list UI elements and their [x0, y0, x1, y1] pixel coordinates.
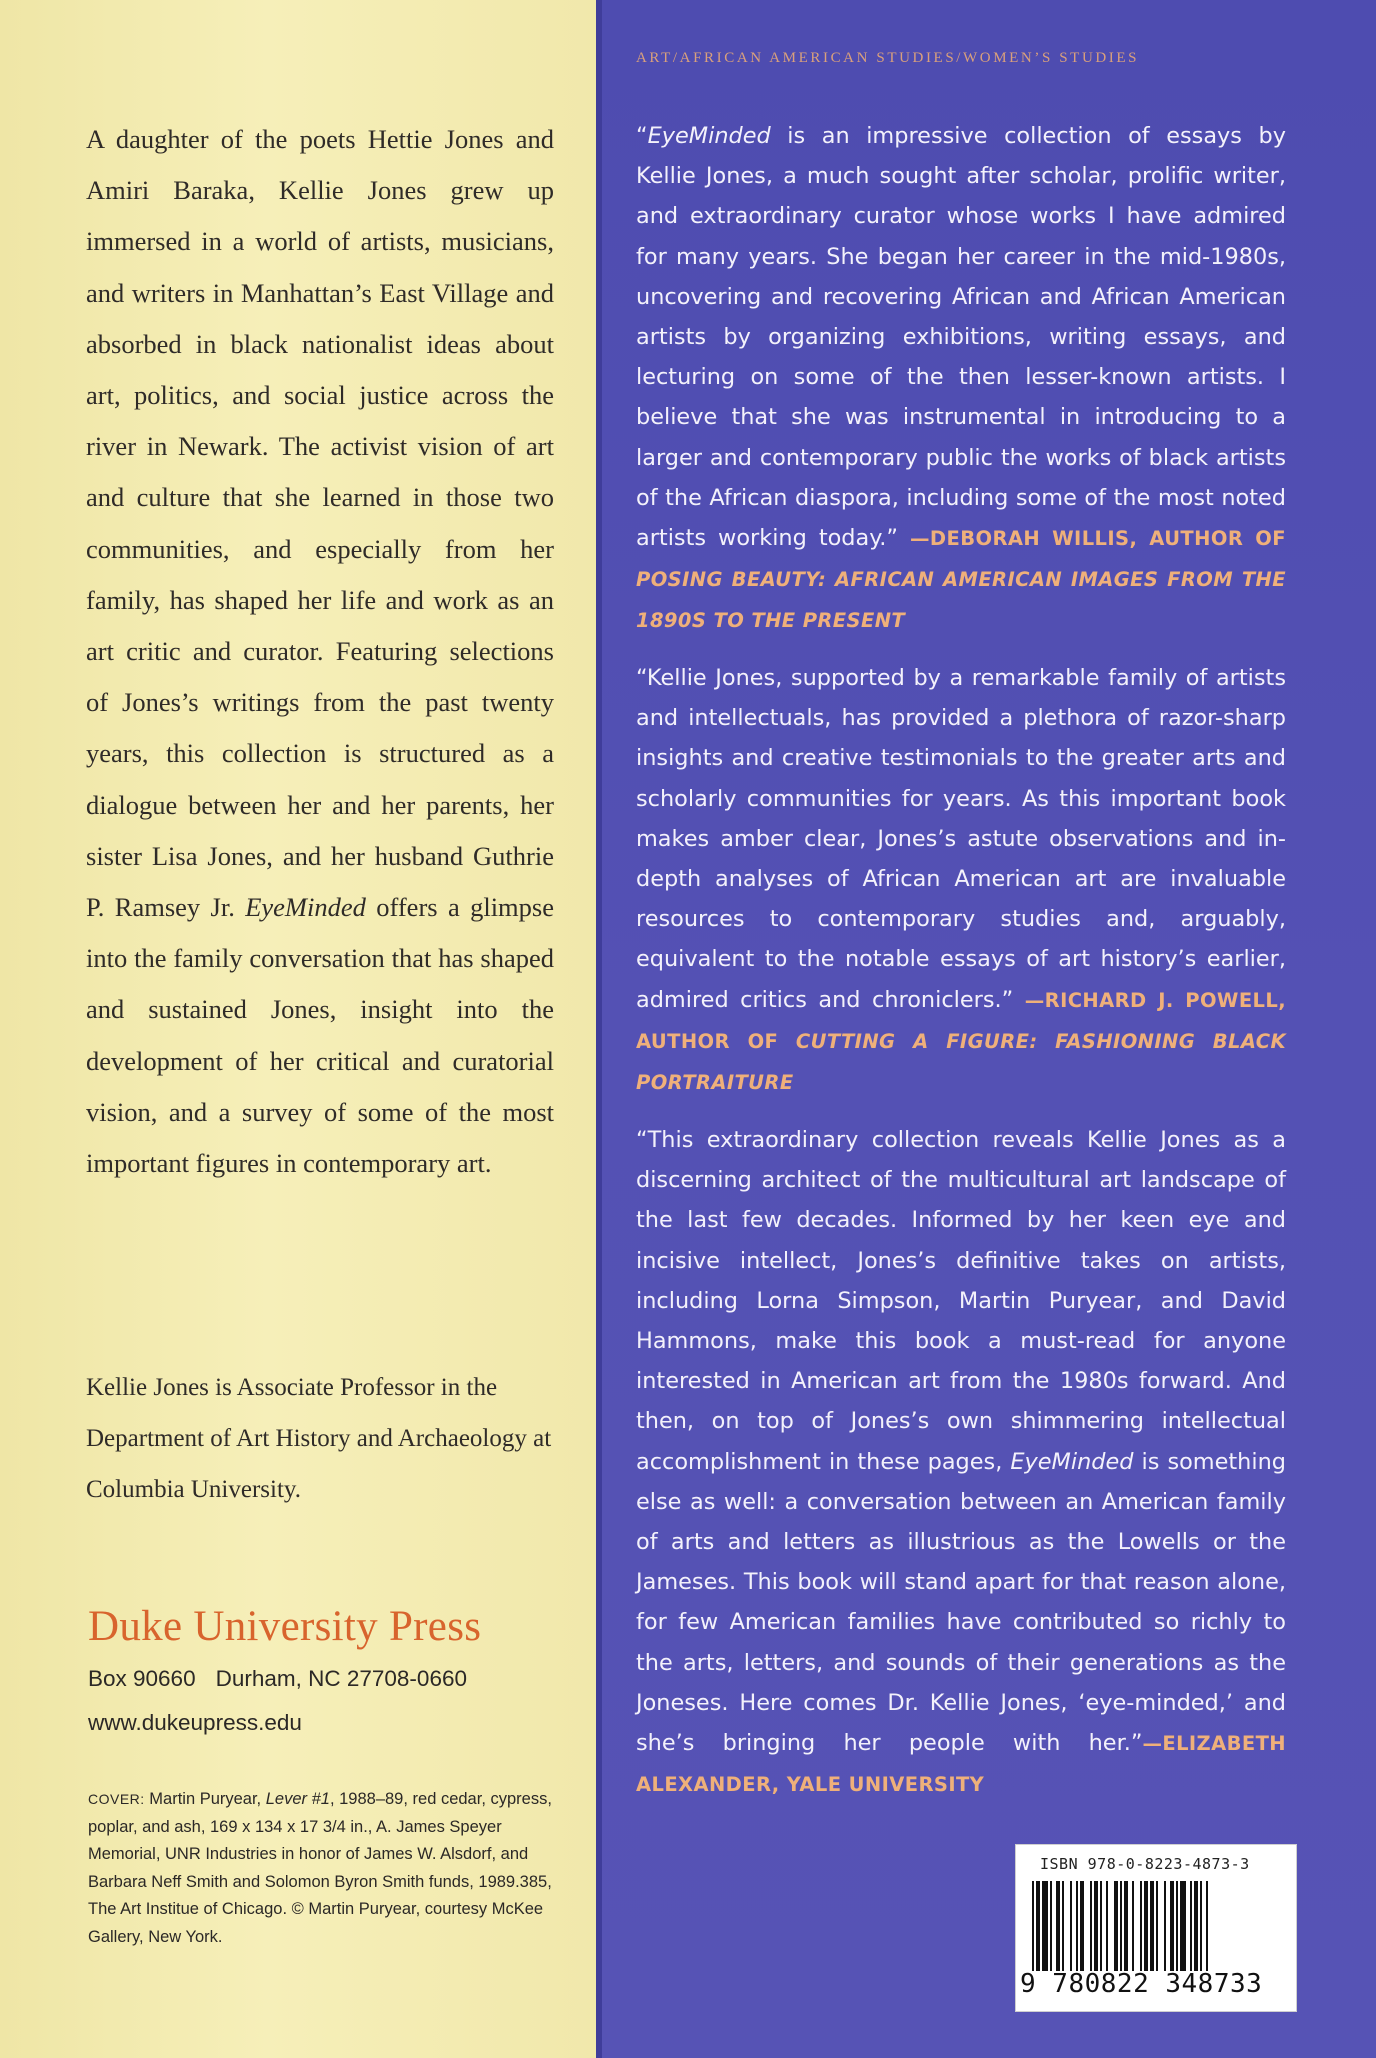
barcode-stripe: [1132, 1881, 1134, 1971]
barcode-stripe: [1176, 1881, 1178, 1971]
description-text-part1: A daughter of the poets Hettie Jones and Amiri Baraka, Kellie Jones grew up immersed in a world of artists, musicians, and writers in Manhattan’s East Village and absorbed in black nationalist ideas about art, politics, and social justice across the river in Newark. The activist vision of art and culture that she learned in those two communities, and especially from her family, has shaped her life and work as an art critic and curator. Featuring selections of Jones’s writings from the past twenty years, this collection is structured as a dialogue between her and her parents, her sister Lisa Jones, and her husband Guthrie P. Ramsey Jr.: [86, 124, 554, 923]
quote-book-title: EyeMinded: [1010, 1448, 1134, 1475]
barcode-stripe: [1106, 1881, 1108, 1971]
attribution-author: —RICHARD J. POWELL, AUTHOR OF: [636, 988, 1287, 1053]
endorsement-quote-1: [636, 116, 1286, 642]
barcode-bars: [1028, 1881, 1284, 1971]
cover-credit-artist: Martin Puryear,: [144, 1790, 266, 1808]
publisher-name: Duke University Press: [88, 1603, 482, 1650]
barcode-stripe: [1206, 1881, 1208, 1971]
quote-text-part2: is something else as well: a conversation between an American family of arts and letters as illustrious as the Lowells or the Jameses. This book will stand apart for that reason alone, for few American families have contributed so richly to the arts, letters, and sounds of their generations as the Joneses. Here comes Dr. Kellie Jones, ‘eye-minded,’ and she’s bringing her people with her.”: [636, 1448, 1286, 1757]
barcode-stripe: [1100, 1881, 1102, 1971]
barcode-stripe: [1120, 1881, 1122, 1971]
publisher-address: [88, 1666, 467, 1692]
barcode-stripe: [1114, 1881, 1118, 1971]
barcode-stripe: [1042, 1881, 1048, 1971]
description-text-part2: offers a glimpse into the family conversation that has shaped and sustained Jones, insight into the development of her critical and curatorial vision, and a survey of some of the most important figures in contemporary art.: [86, 892, 554, 1179]
barcode-stripe: [1156, 1881, 1158, 1971]
barcode-stripe: [1200, 1881, 1202, 1971]
author-note: Kellie Jones is Associate Professor in the Department of Art History and Archaeology at Columbia University.: [86, 1374, 552, 1503]
cover-credit-label: COVER:: [88, 1791, 145, 1807]
description-book-title: EyeMinded: [245, 892, 366, 923]
quote-text-part1: “This extraordinary collection reveals Kellie Jones as a discerning architect of the multicultural art landscape of the last few decades. Informed by her keen eye and incisive intellect, Jones’s definitive takes on artists, including Lorna Simpson, Martin Puryear, and David Hammons, make this book a must-read for anyone interested in American art from the 1980s forward. And then, on top of Jones’s own shimmering intellectual accomplishment in these pages,: [636, 1127, 1286, 1475]
barcode-stripe: [1090, 1881, 1092, 1971]
barcode-digits: 9 780822 348733: [1020, 1969, 1263, 1999]
barcode-stripe: [1094, 1881, 1098, 1971]
quote-text: “Kellie Jones, supported by a remarkable family of artists and intellectuals, has provided a plethora of razor-sharp insights and creative testimonials to the greater arts and scholarly communities for years. As this important book makes amber clear, Jones’s astute observations and in-depth analyses of African American art are invaluable resources to contemporary studies and, arguably, equivalent to the notable essays of art history’s earlier, admired critics and chroniclers.”: [636, 665, 1286, 1013]
quote-book-title: EyeMinded: [647, 123, 771, 149]
barcode-stripe: [1036, 1881, 1040, 1971]
attribution-author: —DEBORAH WILLIS, AUTHOR OF: [910, 527, 1287, 551]
barcode-stripe: [1144, 1881, 1148, 1971]
quote-attribution: —ELIZABETH ALEXANDER, YALE UNIVERSITY: [636, 1732, 1286, 1797]
barcode-stripe: [1190, 1881, 1192, 1971]
quote-text: is an impressive collection of essays by Kellie Jones, a much sought after scholar, prolific writer, and extraordinary curator whose works I have admired for many years. She began her career in the mid-1980s, uncovering and recovering African and African American artists by organizing exhibitions, writing essays, and lecturing on some of the then lesser-known artists. I believe that she was instrumental in introducing to a larger and contemporary public the works of black artists of the African diaspora, including some of the most noted artists working today.”: [636, 123, 1286, 552]
endorsement-quote-2: [636, 658, 1286, 1103]
cover-credit: [88, 1786, 568, 1952]
publisher-website: www.dukeupress.edu: [88, 1710, 302, 1735]
book-description: [86, 114, 554, 1189]
publisher-city: Durham, NC 27708-0660: [215, 1666, 467, 1691]
cover-credit-details: , 1988–89, red cedar, cypress, poplar, and ash, 169 x 134 x 17 3/4 in., A. James Speyer Memorial, UNR Industries in honor of James W. Alsdorf, and Barbara Neff Smith and Solomon Byron Smith funds, 1989.385, The Art Institue of Chicago. © Martin Puryear, courtesy McKee Gallery, New York.: [88, 1790, 552, 1946]
cover-credit-work: Lever #1: [265, 1790, 330, 1808]
barcode-stripe: [1150, 1881, 1154, 1971]
barcode-stripe: [1140, 1881, 1142, 1971]
barcode-stripe: [1070, 1881, 1072, 1971]
barcode-stripe: [1180, 1881, 1186, 1971]
barcode-label: [1015, 1844, 1297, 2012]
quote-open-mark: “: [636, 123, 648, 149]
attribution-book: CUTTING A FIGURE: FASHIONING BLACK PORTRAITURE: [636, 1029, 1287, 1095]
barcode-stripe: [1056, 1881, 1060, 1971]
isbn-number: ISBN 978-0-8223-4873-3: [1040, 1855, 1250, 1873]
endorsement-quote-3: [636, 1120, 1286, 1805]
barcode-stripe: [1194, 1881, 1198, 1971]
barcode-stripe: [1124, 1881, 1128, 1971]
barcode-stripe: [1080, 1881, 1084, 1971]
barcode-stripe: [1062, 1881, 1064, 1971]
attribution-book: POSING BEAUTY: AFRICAN AMERICAN IMAGES FROM THE 1890S TO THE PRESENT: [636, 568, 1286, 633]
barcode-stripe: [1032, 1881, 1034, 1971]
publisher-box: Box 90660: [88, 1666, 196, 1691]
barcode-stripe: [1170, 1881, 1174, 1971]
barcode-stripe: [1164, 1881, 1166, 1971]
barcode-stripe: [1050, 1881, 1052, 1971]
barcode-stripe: [1076, 1881, 1078, 1971]
category-label: ART/AFRICAN AMERICAN STUDIES/WOMEN’S STUDIES: [636, 50, 1140, 66]
